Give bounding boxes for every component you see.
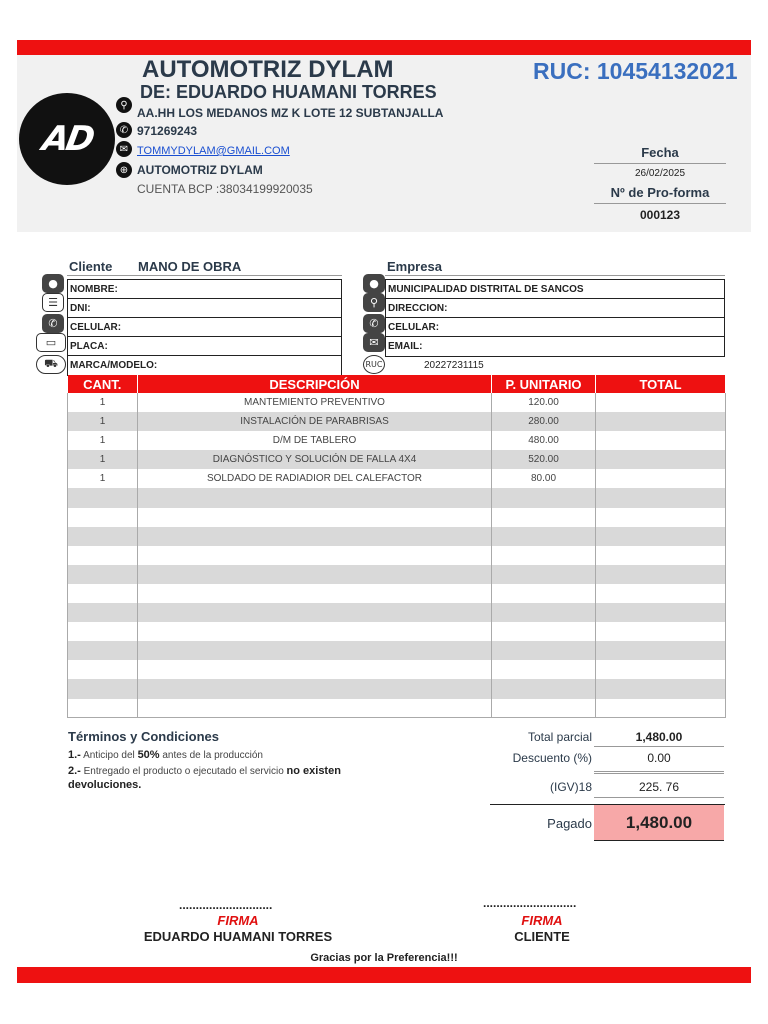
wheel-icon: ⊕ <box>116 162 132 178</box>
client-underline <box>67 275 342 276</box>
terms-1-num: 1.- <box>68 749 81 761</box>
paid-label: Pagado <box>547 816 592 831</box>
cell-descripcion <box>138 565 492 584</box>
cell-p-unitario: 80.00 <box>492 469 596 488</box>
cell-descripcion: D/M DE TABLERO <box>138 431 492 450</box>
igv-divider <box>594 797 724 798</box>
user-icon: ● <box>363 274 385 293</box>
table-row <box>68 660 726 679</box>
cell-total <box>596 431 726 450</box>
cell-total <box>596 584 726 603</box>
cell-cant <box>68 527 138 546</box>
cell-cant <box>68 546 138 565</box>
signer-right-name: CLIENTE <box>514 929 570 944</box>
terms-line-3 <box>68 779 141 791</box>
cell-cant <box>68 508 138 527</box>
cell-total <box>596 603 726 622</box>
cell-p-unitario <box>492 488 596 507</box>
terms-title: Términos y Condiciones <box>68 729 219 744</box>
cell-total <box>596 546 726 565</box>
company-brand: AUTOMOTRIZ DYLAM <box>137 163 263 177</box>
terms-2-pre: Entregado el producto o ejecutado el servicio <box>80 766 287 777</box>
col-total: TOTAL <box>596 375 726 393</box>
cell-descripcion: DIAGNÓSTICO Y SOLUCIÓN DE FALLA 4X4 <box>138 450 492 469</box>
empresa-field-celular[interactable]: CELULAR: <box>386 318 724 337</box>
client-title: Cliente <box>69 259 113 274</box>
terms-2-num: 2.- <box>68 765 81 777</box>
signature-line-right: ............................ <box>483 896 577 910</box>
logo-text: AD <box>39 119 95 159</box>
terms-1-post: antes de la producción <box>159 750 263 761</box>
car-icon: ⛟ <box>36 355 66 374</box>
cell-p-unitario: 520.00 <box>492 450 596 469</box>
table-row <box>68 431 726 450</box>
cell-total <box>596 622 726 641</box>
mail-icon: ✉ <box>363 333 385 352</box>
location-icon: ⚲ <box>363 293 385 312</box>
cell-total <box>596 699 726 718</box>
cell-total <box>596 488 726 507</box>
ruc-icon: RUC <box>363 355 385 374</box>
col-descripcion: DESCRIPCIÓN <box>138 375 492 393</box>
cell-total <box>596 527 726 546</box>
subtotal-divider <box>594 746 724 747</box>
discount-label: Descuento (%) <box>512 751 592 765</box>
cell-total <box>596 565 726 584</box>
empresa-underline <box>385 275 725 276</box>
cell-cant: 1 <box>68 431 138 450</box>
cell-descripcion <box>138 641 492 660</box>
subtotal-value: 1,480.00 <box>635 730 683 744</box>
table-row <box>68 584 726 603</box>
company-name: AUTOMOTRIZ DYLAM <box>142 56 394 83</box>
cell-descripcion <box>138 699 492 718</box>
cell-p-unitario <box>492 699 596 718</box>
client-field-celular[interactable]: CELULAR: <box>68 318 341 337</box>
table-row <box>68 699 726 718</box>
phone-icon: ✆ <box>363 314 385 333</box>
cell-cant: 1 <box>68 393 138 412</box>
date-value: 26/02/2025 <box>634 168 686 179</box>
client-value: MANO DE OBRA <box>138 259 242 274</box>
cell-total <box>596 660 726 679</box>
client-field-placa[interactable]: PLACA: <box>68 337 341 356</box>
terms-line-1 <box>68 749 263 761</box>
cell-p-unitario: 480.00 <box>492 431 596 450</box>
top-red-bar <box>17 40 751 55</box>
cell-p-unitario <box>492 603 596 622</box>
cell-p-unitario <box>492 660 596 679</box>
table-row <box>68 527 726 546</box>
empresa-name[interactable]: MUNICIPALIDAD DISTRITAL DE SANCOS <box>386 280 724 299</box>
discount-divider <box>594 771 724 774</box>
cell-p-unitario <box>492 565 596 584</box>
cell-total <box>596 393 726 412</box>
table-row <box>68 565 726 584</box>
signer-left-name: EDUARDO HUAMANI TORRES <box>143 929 333 944</box>
cell-descripcion <box>138 603 492 622</box>
cell-descripcion <box>138 660 492 679</box>
mail-icon: ✉ <box>116 141 132 157</box>
owner-name: DE: EDUARDO HUAMANI TORRES <box>140 82 437 102</box>
cell-cant <box>68 660 138 679</box>
bottom-red-bar <box>17 967 751 983</box>
col-cant: CANT. <box>68 375 138 393</box>
cell-cant: 1 <box>68 469 138 488</box>
phone-icon: ✆ <box>42 314 64 333</box>
cell-descripcion: MANTEMIENTO PREVENTIVO <box>138 393 492 412</box>
invoice-meta <box>594 143 726 226</box>
cell-descripcion <box>138 488 492 507</box>
cell-cant <box>68 603 138 622</box>
client-field-dni[interactable]: DNI: <box>68 299 341 318</box>
cell-p-unitario: 120.00 <box>492 393 596 412</box>
cell-total <box>596 679 726 698</box>
igv-value: 225. 76 <box>638 780 680 794</box>
cell-p-unitario <box>492 622 596 641</box>
cell-p-unitario <box>492 546 596 565</box>
table-row <box>68 679 726 698</box>
firma-left: FIRMA <box>217 913 259 928</box>
table-row <box>68 488 726 507</box>
empresa-ruc: 20227231115 <box>424 360 484 371</box>
cell-p-unitario <box>492 527 596 546</box>
empresa-field-email[interactable]: EMAIL: <box>388 341 423 352</box>
cell-p-unitario <box>492 641 596 660</box>
cell-cant <box>68 488 138 507</box>
empresa-field-direccion[interactable]: DIRECCION: <box>386 299 724 318</box>
company-ruc: RUC: 10454132021 <box>533 58 738 84</box>
company-address: AA.HH LOS MEDANOS MZ K LOTE 12 SUBTANJALLA <box>137 106 444 120</box>
cell-total <box>596 508 726 527</box>
empresa-title: Empresa <box>387 259 442 274</box>
phone-icon: ✆ <box>116 122 132 138</box>
company-logo <box>19 93 115 185</box>
cell-descripcion: INSTALACIÓN DE PARABRISAS <box>138 412 492 431</box>
cell-descripcion <box>138 527 492 546</box>
terms-1-bold: 50% <box>137 749 160 761</box>
col-p-unitario: P. UNITARIO <box>492 375 596 393</box>
cell-descripcion: SOLDADO DE RADIADIOR DEL CALEFACTOR <box>138 469 492 488</box>
user-icon: ● <box>42 274 64 293</box>
thanks-message: Gracias por la Preferencia!!! <box>310 952 458 964</box>
cell-p-unitario: 280.00 <box>492 412 596 431</box>
table-row <box>68 641 726 660</box>
cell-total <box>596 469 726 488</box>
bank-account: CUENTA BCP :38034199920035 <box>137 182 313 196</box>
cell-descripcion <box>138 546 492 565</box>
cell-cant: 1 <box>68 450 138 469</box>
location-icon: ⚲ <box>116 97 132 113</box>
table-row <box>68 603 726 622</box>
cell-cant: 1 <box>68 412 138 431</box>
company-phone: 971269243 <box>137 124 198 138</box>
proforma-number: 000123 <box>639 208 681 222</box>
cell-total <box>596 450 726 469</box>
table-row <box>68 469 726 488</box>
cell-descripcion <box>138 584 492 603</box>
cell-cant <box>68 622 138 641</box>
cell-cant <box>68 565 138 584</box>
paid-value: 1,480.00 <box>594 805 724 841</box>
items-table <box>67 375 726 718</box>
cell-p-unitario <box>492 508 596 527</box>
terms-3-bold: devoluciones. <box>68 779 142 791</box>
id-card-icon: ☰ <box>42 293 64 312</box>
proforma-label: Nº de Pro-forma <box>594 183 726 204</box>
subtotal-label: Total parcial <box>527 730 592 744</box>
client-fields-box <box>67 279 342 376</box>
discount-value: 0.00 <box>647 751 671 765</box>
company-email[interactable]: TOMMYDYLAM@GMAIL.COM <box>137 145 290 157</box>
table-row <box>68 412 726 431</box>
cell-total <box>596 641 726 660</box>
client-field-nombre[interactable]: NOMBRE: <box>68 280 341 299</box>
cell-descripcion <box>138 622 492 641</box>
cell-cant <box>68 679 138 698</box>
table-row <box>68 546 726 565</box>
date-label: Fecha <box>594 143 726 164</box>
table-header-row <box>68 375 726 393</box>
table-row <box>68 393 726 412</box>
cell-cant <box>68 699 138 718</box>
cell-descripcion <box>138 508 492 527</box>
license-plate-icon: ▭ <box>36 333 66 352</box>
empresa-fields-box <box>385 279 725 357</box>
client-field-marca-modelo[interactable]: MARCA/MODELO: <box>70 360 158 371</box>
cell-cant <box>68 641 138 660</box>
signature-line-left: ............................ <box>179 898 273 912</box>
table-row <box>68 622 726 641</box>
table-row <box>68 450 726 469</box>
igv-label: (IGV)18 <box>549 780 592 794</box>
firma-right: FIRMA <box>521 913 563 928</box>
terms-2-bold: no existen <box>286 765 341 777</box>
cell-descripcion <box>138 679 492 698</box>
cell-total <box>596 412 726 431</box>
cell-cant <box>68 584 138 603</box>
cell-p-unitario <box>492 584 596 603</box>
cell-p-unitario <box>492 679 596 698</box>
terms-line-2 <box>68 765 341 777</box>
table-row <box>68 508 726 527</box>
terms-1-pre: Anticipo del <box>80 750 138 761</box>
